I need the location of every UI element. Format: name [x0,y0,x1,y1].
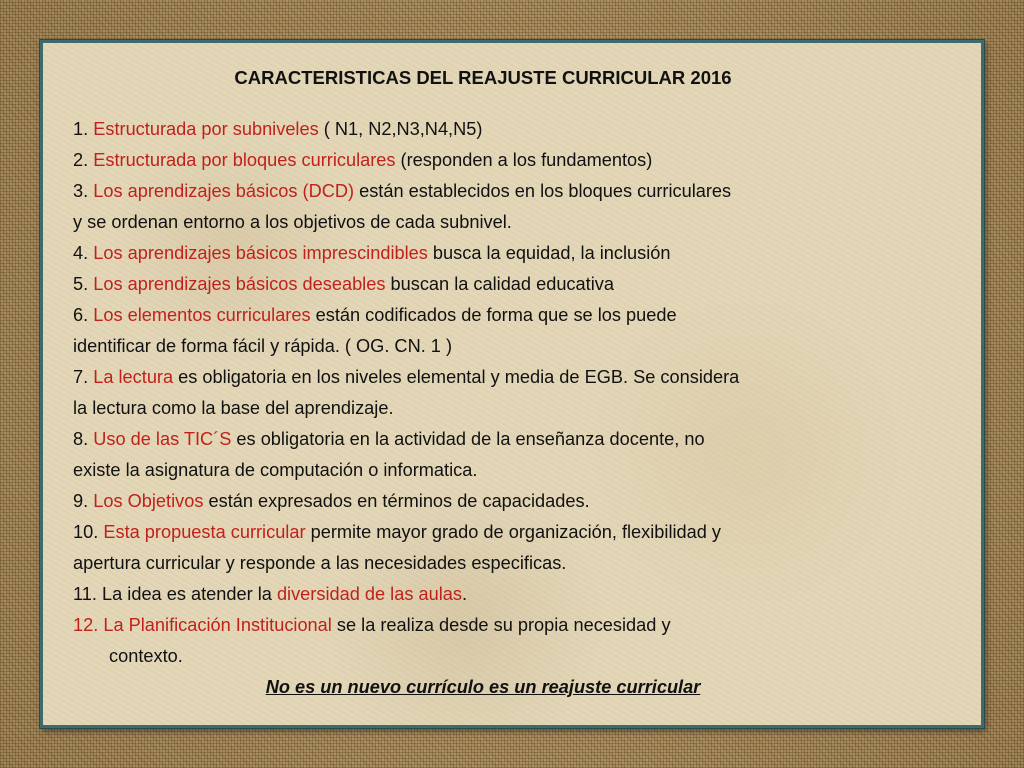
item-highlight: Los Objetivos [93,491,204,511]
item-text: se la realiza desde su propia necesidad y [331,615,671,635]
item-number: 7. [73,367,94,387]
list-item-8 [73,424,953,455]
item-text: están codificados de forma que se los puede [310,305,677,325]
item-number: 4. [73,243,94,263]
item-highlight: Estructurada por bloques curriculares [93,150,396,170]
slide-title: CARACTERISTICAS DEL REAJUSTE CURRICULAR 2016 [234,67,732,88]
list-item-12 [73,610,953,641]
slide-panel [40,40,984,728]
item-number: 10. [73,522,104,542]
item-highlight: diversidad de las aulas [276,584,462,604]
list-item-2 [73,145,953,176]
item-highlight: Los aprendizajes básicos deseables [93,274,386,294]
item-number: 5. [73,274,94,294]
item-highlight: Uso de las TIC´S [93,429,232,449]
item-text: están expresados en términos de capacidades. [203,491,590,511]
item-number: 9. [73,491,94,511]
list-item-5 [73,269,953,300]
item-highlight: Los elementos curriculares [93,305,311,325]
list-item-9 [73,486,953,517]
item-number: 2. [73,150,94,170]
item-text-lead: La idea es atender la [102,584,277,604]
list-item-6-continuation: identificar de forma fácil y rápida. ( OG. CN. 1 ) [73,336,453,356]
list-item-10-continuation: apertura curricular y responde a las necesidades especificas. [73,553,567,573]
list-item-4 [73,238,953,269]
item-number: 1. [73,119,94,139]
item-text: permite mayor grado de organización, flexibilidad y [305,522,722,542]
list-item-6 [73,300,953,331]
item-text: es obligatoria en los niveles elemental y media de EGB. Se considera [173,367,740,387]
item-highlight: La lectura [93,367,174,387]
title-spacer [73,91,953,114]
item-text: busca la equidad, la inclusión [427,243,671,263]
list-item-12-continuation: contexto. [109,646,183,666]
item-text: . [461,584,468,604]
item-text: (responden a los fundamentos) [395,150,653,170]
item-text: están establecidos en los bloques curriculares [354,181,732,201]
item-text: ( N1, N2,N3,N4,N5) [318,119,483,139]
closing-statement: No es un nuevo currículo es un reajuste curricular [265,677,701,697]
item-highlight: La Planificación Institucional [103,615,332,635]
item-highlight: Los aprendizajes básicos imprescindibles [93,243,428,263]
list-item-7-continuation: la lectura como la base del aprendizaje. [73,398,394,418]
item-number: 6. [73,305,94,325]
list-item-1 [73,114,953,145]
list-item-11 [73,579,953,610]
item-highlight: Los aprendizajes básicos (DCD) [93,181,355,201]
list-item-10 [73,517,953,548]
item-text: es obligatoria en la actividad de la enseñanza docente, no [231,429,705,449]
item-number: 8. [73,429,94,449]
list-item-7 [73,362,953,393]
item-highlight: Esta propuesta curricular [103,522,306,542]
slide-content [73,65,953,703]
item-number: 12. [73,615,104,635]
item-highlight: Estructurada por subniveles [93,119,319,139]
list-item-8-continuation: existe la asignatura de computación o informatica. [73,460,478,480]
list-item-3-continuation: y se ordenan entorno a los objetivos de cada subnivel. [73,212,512,232]
item-number: 11. [73,584,102,604]
list-item-3 [73,176,953,207]
item-text: buscan la calidad educativa [385,274,614,294]
item-number: 3. [73,181,94,201]
